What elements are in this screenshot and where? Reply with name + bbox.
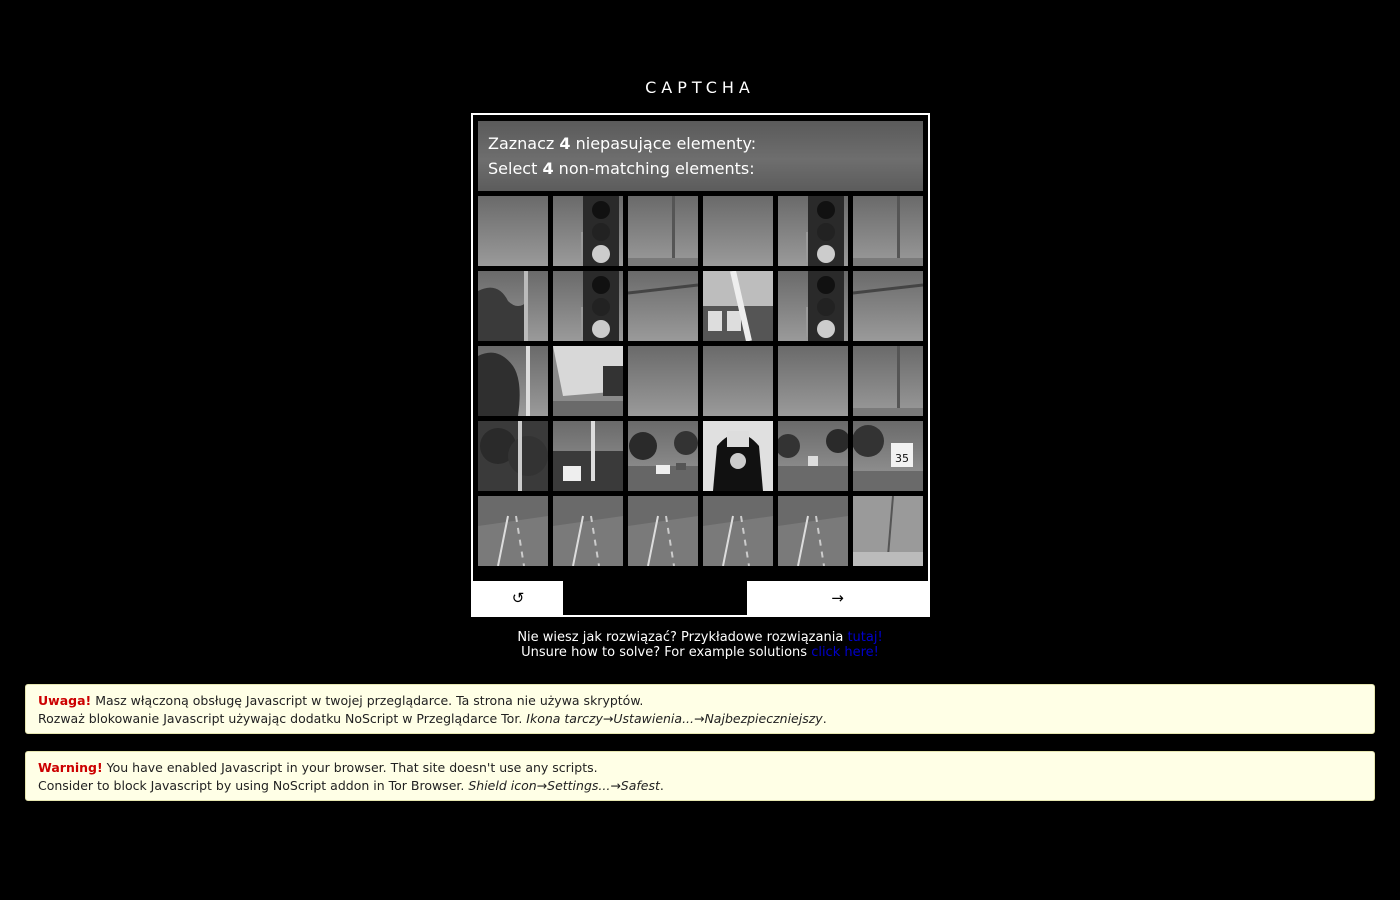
tile-image-sky <box>628 346 698 416</box>
prompt-pl-text-end: niepasujące elementy: <box>570 134 757 153</box>
captcha-image-grid <box>478 196 923 566</box>
captcha-panel <box>471 113 930 617</box>
captcha-tile[interactable] <box>553 271 623 341</box>
captcha-tile[interactable] <box>853 271 923 341</box>
captcha-tile[interactable] <box>703 271 773 341</box>
tile-image-truck <box>553 346 623 416</box>
warning-line-2: Rozważ blokowanie Javascript używając dodatku NoScript w Przeglądarce Tor. <box>38 711 527 726</box>
tile-image-sky <box>478 196 548 266</box>
help-en-link[interactable]: click here! <box>811 645 879 660</box>
captcha-tile[interactable] <box>628 421 698 491</box>
captcha-tile[interactable] <box>628 196 698 266</box>
captcha-tile[interactable] <box>853 196 923 266</box>
prompt-pl-text: Zaznacz <box>488 134 560 153</box>
captcha-tile[interactable] <box>778 421 848 491</box>
tile-image-sky-pole <box>628 196 698 266</box>
tile-image-sky <box>778 346 848 416</box>
help-text <box>0 630 1400 660</box>
tile-image-road <box>553 496 623 566</box>
tile-image-road <box>778 496 848 566</box>
warning-line-2: Consider to block Javascript by using NoScript addon in Tor Browser. <box>38 778 469 793</box>
tile-image-street <box>778 421 848 491</box>
prompt-english <box>488 156 913 181</box>
captcha-tile[interactable] <box>553 421 623 491</box>
tile-image-building <box>703 271 773 341</box>
captcha-tile[interactable] <box>778 496 848 566</box>
captcha-tile[interactable] <box>703 421 773 491</box>
tile-image-road <box>628 496 698 566</box>
captcha-tile[interactable] <box>478 196 548 266</box>
svg-text:35: 35 <box>895 452 909 465</box>
captcha-tile[interactable] <box>478 421 548 491</box>
arrow-right-icon: → <box>831 589 844 607</box>
tile-image-tree-pole <box>478 271 548 341</box>
help-pl-text: Nie wiesz jak rozwiązać? Przykładowe rozwiązania <box>517 630 848 645</box>
tile-image-traffic-light <box>778 196 848 266</box>
captcha-tile[interactable] <box>628 346 698 416</box>
tile-image-sky <box>703 196 773 266</box>
captcha-tile[interactable] <box>553 346 623 416</box>
captcha-tile[interactable] <box>853 496 923 566</box>
captcha-tile[interactable] <box>703 346 773 416</box>
tile-image-tree <box>478 346 548 416</box>
tile-image-road-sign <box>853 421 923 491</box>
next-button[interactable] <box>747 581 928 615</box>
help-en-text: Unsure how to solve? For example solutions <box>521 645 812 660</box>
tile-image-sky-wire <box>853 271 923 341</box>
prompt-en-text: Select <box>488 159 543 178</box>
tile-image-road <box>478 496 548 566</box>
tile-image-pavement <box>853 496 923 566</box>
captcha-tile[interactable] <box>778 196 848 266</box>
tile-image-trees <box>478 421 548 491</box>
refresh-icon: ↺ <box>511 589 525 607</box>
tile-image-sky <box>703 346 773 416</box>
javascript-warning-english <box>25 751 1375 801</box>
tile-image-street-pole <box>553 421 623 491</box>
warning-label: Warning! <box>38 760 103 775</box>
warning-line-1: You have enabled Javascript in your browser. That site doesn't use any scripts. <box>102 760 598 775</box>
help-pl-link[interactable]: tutaj! <box>847 630 883 645</box>
captcha-tile[interactable] <box>853 346 923 416</box>
captcha-tile[interactable] <box>478 271 548 341</box>
captcha-tile[interactable] <box>478 346 548 416</box>
warning-instructions: Shield icon→Settings...→Safest <box>468 778 660 793</box>
page-title: CAPTCHA <box>645 78 755 97</box>
warning-line-1: Masz włączoną obsługę Javascript w twojej przeglądarce. Ta strona nie używa skryptów. <box>91 693 644 708</box>
captcha-tile[interactable] <box>853 421 923 491</box>
tile-image-traffic-light <box>553 196 623 266</box>
prompt-pl-count: 4 <box>559 134 571 153</box>
warning-line-end: . <box>822 711 827 726</box>
javascript-warning-polish <box>25 684 1375 734</box>
tile-image-traffic-light <box>553 271 623 341</box>
captcha-tile[interactable] <box>553 496 623 566</box>
captcha-tile[interactable] <box>703 196 773 266</box>
warning-line-end: . <box>659 778 664 793</box>
warning-label: Uwaga! <box>38 693 92 708</box>
tile-image-sky-pole <box>853 196 923 266</box>
captcha-tile[interactable] <box>553 196 623 266</box>
captcha-tile[interactable] <box>778 346 848 416</box>
tile-image-motorcycle <box>703 421 773 491</box>
tile-image-road <box>703 496 773 566</box>
prompt-en-count: 4 <box>542 159 554 178</box>
tile-image-sky-wire <box>628 271 698 341</box>
captcha-tile[interactable] <box>703 496 773 566</box>
tile-image-sky-pole <box>853 346 923 416</box>
prompt-polish <box>488 131 913 156</box>
tile-image-street-cars <box>628 421 698 491</box>
refresh-button[interactable] <box>473 581 563 615</box>
captcha-tile[interactable] <box>628 271 698 341</box>
prompt-en-text-end: non-matching elements: <box>553 159 755 178</box>
captcha-prompt <box>478 121 923 191</box>
captcha-tile[interactable] <box>478 496 548 566</box>
captcha-tile[interactable] <box>628 496 698 566</box>
warning-instructions: Ikona tarczy→Ustawienia...→Najbezpieczniejszy <box>526 711 823 726</box>
captcha-tile[interactable] <box>778 271 848 341</box>
tile-image-traffic-light <box>778 271 848 341</box>
